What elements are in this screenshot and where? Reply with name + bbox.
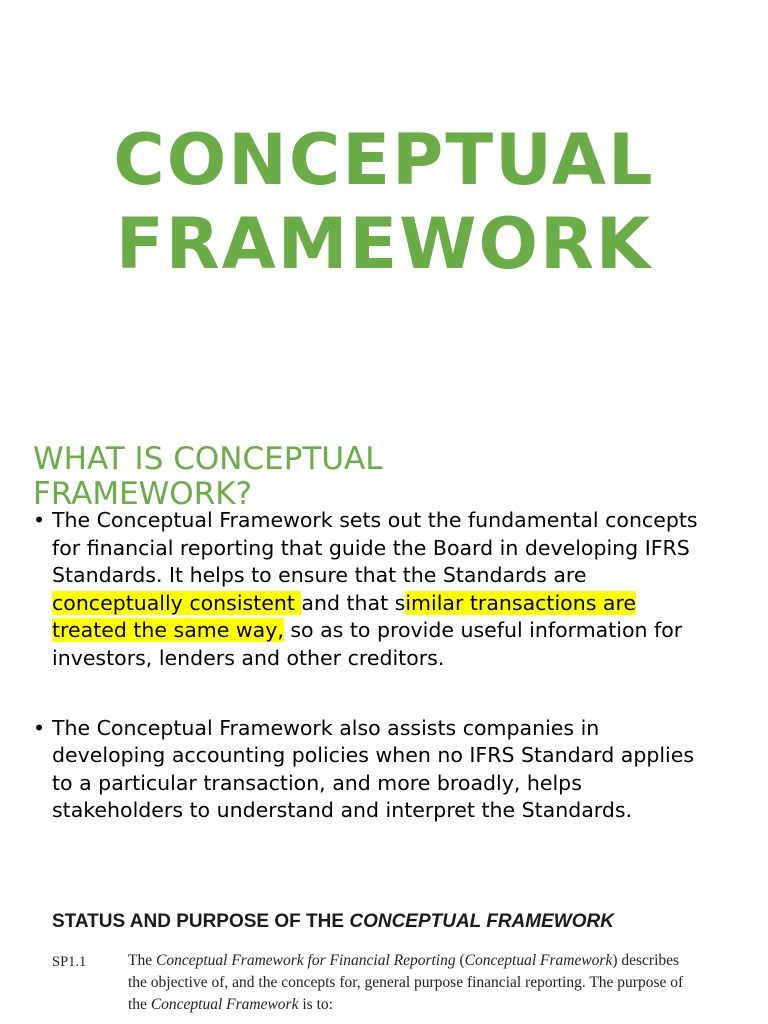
bullet-item-1 xyxy=(0,507,712,673)
bullet-icon: • xyxy=(33,715,46,740)
bullet-item-2 xyxy=(0,715,712,825)
excerpt-paragraph xyxy=(128,950,688,1016)
excerpt-italic-1: Conceptual Framework for Financial Reporting xyxy=(155,952,456,969)
highlight-similar-transactions: imilar transactions are treated the same way, xyxy=(52,590,637,643)
bullet-list xyxy=(0,507,712,825)
bullet2-text: The Conceptual Framework also assists companies in developing accounting policies when no IFRS Standard applies to a particular transaction, and more broadly, helps stakeholders to understand and interpret the Standards. xyxy=(52,715,695,823)
slide-title-line2: FRAMEWORK xyxy=(115,203,653,285)
section-heading xyxy=(33,442,383,512)
section-heading-line1: WHAT IS CONCEPTUAL xyxy=(33,441,383,477)
excerpt-text-1: The xyxy=(128,952,156,969)
bullet1-text-3: so as to provide useful information for investors, lenders and other creditors. xyxy=(52,618,683,670)
highlight-conceptually-consistent: conceptually consistent xyxy=(52,590,302,615)
paragraph-number: SP1.1 xyxy=(52,954,87,970)
excerpt-text-4: is to: xyxy=(298,996,333,1013)
bullet-icon: • xyxy=(33,508,46,532)
bullet1-text-1: The Conceptual Framework sets out the fundamental concepts for financial reporting that guide the Board in developing IFRS Standards. It helps to ensure that the Standards are xyxy=(52,508,698,588)
excerpt-italic-3: Conceptual Framework xyxy=(150,996,299,1013)
excerpt-heading-italic: CONCEPTUAL FRAMEWORK xyxy=(349,911,614,932)
excerpt-heading-plain: STATUS AND PURPOSE OF THE xyxy=(52,911,350,932)
section-heading-line2: FRAMEWORK? xyxy=(33,476,253,512)
slide-title-line1: CONCEPTUAL xyxy=(113,119,655,201)
excerpt-heading xyxy=(52,910,614,934)
excerpt-text-2: ( xyxy=(455,952,465,969)
bullet1-text-2: and that s xyxy=(301,590,406,615)
excerpt-italic-2: Conceptual Framework xyxy=(464,952,613,969)
slide-title xyxy=(0,118,768,286)
excerpt-text-3: ) describes the objective of, and the concepts for, general purpose financial reporting. The purpose of the xyxy=(128,952,684,1013)
